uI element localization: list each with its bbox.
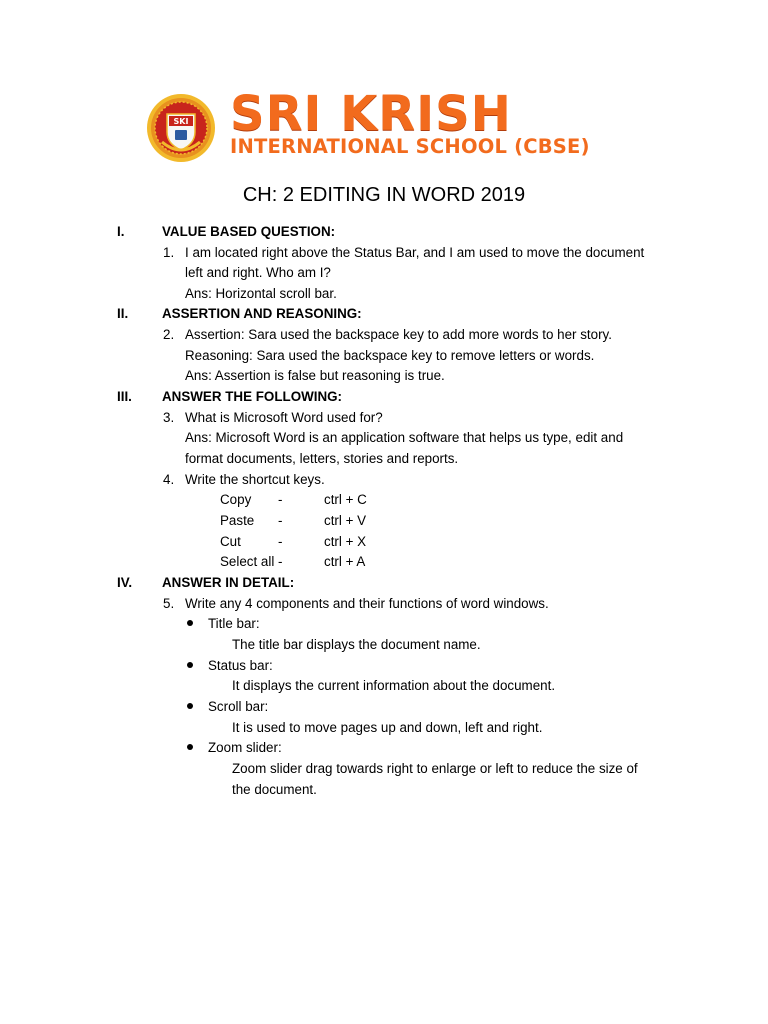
logo-title: SRI KRISH (230, 86, 512, 142)
shortcut-keys: ctrl + V (324, 513, 367, 528)
shortcut-action: Select all (220, 554, 275, 569)
assertion-text: Assertion: Sara used the backspace key to add more words to her story. (185, 327, 612, 342)
question-text: left and right. Who am I? (185, 265, 331, 280)
component-label: Scroll bar: (208, 699, 269, 714)
section-numeral: III. (117, 389, 132, 404)
question-text: I am located right above the Status Bar, and I am used to move the document (185, 245, 645, 260)
bullet-icon (187, 703, 193, 709)
page-title: CH: 2 EDITING IN WORD 2019 (242, 184, 526, 206)
component-description: the document. (232, 782, 317, 797)
shortcut-action: Paste (220, 513, 255, 528)
component-label: Zoom slider: (208, 740, 282, 755)
bullet-icon (187, 620, 193, 626)
shortcut-dash: - (278, 534, 283, 549)
section-numeral: IV. (117, 575, 133, 590)
question-text: Write any 4 components and their functions of word windows. (185, 596, 549, 611)
component-label: Status bar: (208, 658, 273, 673)
section-heading: ASSERTION AND REASONING: (162, 306, 362, 321)
component-description: It displays the current information about the document. (232, 678, 556, 693)
answer-text: format documents, letters, stories and reports. (185, 451, 459, 466)
seal-text: SKI (173, 117, 189, 126)
shortcut-dash: - (278, 492, 283, 507)
question-text: Write the shortcut keys. (185, 472, 325, 487)
reasoning-text: Reasoning: Sara used the backspace key to remove letters or words. (185, 348, 595, 363)
shortcut-keys: ctrl + C (324, 492, 367, 507)
section-numeral: I. (117, 224, 125, 239)
question-number: 1. (163, 245, 175, 260)
section-heading: ANSWER THE FOLLOWING: (162, 389, 343, 404)
shortcut-action: Cut (220, 534, 241, 549)
school-logo (140, 86, 620, 164)
answer-text: Ans: Assertion is false but reasoning is true. (185, 368, 445, 383)
shortcut-dash: - (278, 513, 283, 528)
bullet-icon (187, 662, 193, 668)
shortcut-action: Copy (220, 492, 252, 507)
section-heading: VALUE BASED QUESTION: (162, 224, 336, 239)
shortcut-keys: ctrl + A (324, 554, 366, 569)
school-seal-icon (140, 92, 222, 164)
section-heading: ANSWER IN DETAIL: (162, 575, 295, 590)
shortcut-dash: - (278, 554, 283, 569)
component-description: It is used to move pages up and down, left and right. (232, 720, 543, 735)
bullet-icon (187, 744, 193, 750)
component-description: Zoom slider drag towards right to enlarge or left to reduce the size of (232, 761, 638, 776)
shortcut-keys: ctrl + X (324, 534, 367, 549)
question-number: 4. (163, 472, 175, 487)
logo-subtitle: INTERNATIONAL SCHOOL (CBSE) (230, 135, 590, 158)
section-numeral: II. (117, 306, 129, 321)
question-text: What is Microsoft Word used for? (185, 410, 383, 425)
question-number: 3. (163, 410, 175, 425)
question-number: 2. (163, 327, 175, 342)
answer-text: Ans: Horizontal scroll bar. (185, 286, 337, 301)
component-description: The title bar displays the document name. (232, 637, 481, 652)
component-label: Title bar: (208, 616, 260, 631)
question-number: 5. (163, 596, 175, 611)
answer-text: Ans: Microsoft Word is an application software that helps us type, edit and (185, 430, 624, 445)
